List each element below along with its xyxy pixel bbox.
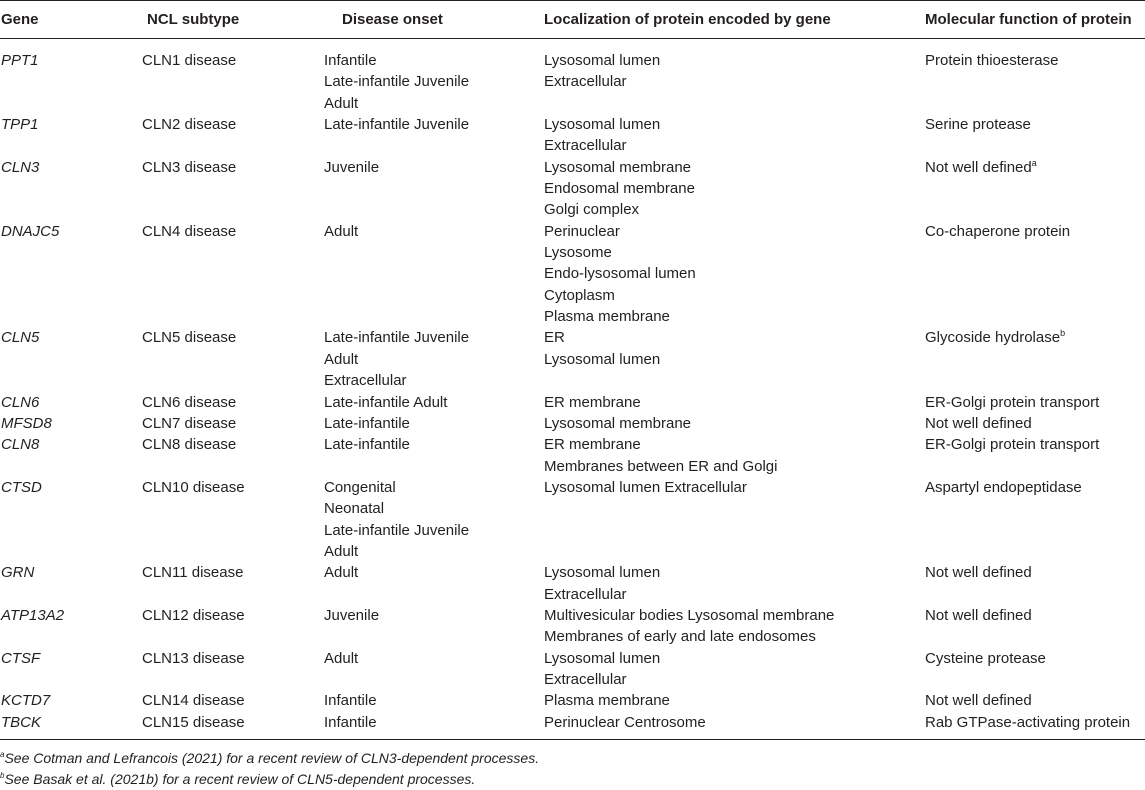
cell-localization [544,648,925,691]
onset-line: Adult [324,542,359,560]
function-text: Serine protease [925,116,1031,134]
cell-subtype: CLN4 disease [142,222,237,240]
cell-subtype: CLN8 disease [142,436,237,454]
cell-localization [544,562,925,605]
function-text: Aspartyl endopeptidase [925,478,1082,496]
localization-line: Membranes between ER and Golgi [544,457,778,475]
onset-line: Late-infantile [324,436,410,454]
cell-subtype: CLN3 disease [142,158,237,176]
onset-line: Adult [324,222,359,240]
localization-line: Perinuclear [544,222,620,240]
table-row [0,327,1145,391]
cell-onset [324,690,544,711]
cell-gene: ATP13A2 [1,606,65,624]
footnote-text: See Basak et al. (2021b) for a recent review of CLN5-dependent processes. [4,771,476,787]
cell-onset [324,648,544,669]
localization-line: Cytoplasm [544,286,615,304]
localization-line: Membranes of early and late endosomes [544,628,816,646]
localization-line: Endo-lysosomal lumen [544,265,696,283]
onset-line: Juvenile [324,606,380,624]
cell-gene: DNAJC5 [1,222,60,240]
cell-localization [544,712,925,733]
localization-line: Lysosomal lumen [544,350,661,368]
cell-onset [324,221,544,242]
cell-gene: CTSF [1,649,41,667]
cell-function [925,648,1145,669]
cell-function [925,50,1145,71]
localization-line: Lysosomal lumen Extracellular [544,478,747,496]
onset-line: Juvenile [324,158,380,176]
cell-subtype: CLN15 disease [142,713,245,731]
table-body [0,39,1145,733]
table-row [0,50,1145,114]
table-row [0,690,1145,711]
cell-function [925,434,1145,455]
header-onset: Disease onset [342,11,443,28]
cell-function [925,327,1145,348]
header-localization: Localization of protein encoded by gene [544,11,831,28]
cell-onset [324,50,544,114]
cell-subtype: CLN5 disease [142,329,237,347]
cell-function [925,157,1145,178]
cell-subtype: CLN6 disease [142,393,237,411]
onset-line: Late-infantile Adult [324,393,448,411]
onset-line: Late-infantile Juvenile [324,73,470,91]
cell-function [925,605,1145,626]
function-text: Not well defined [925,564,1032,582]
cell-subtype: CLN14 disease [142,692,245,710]
localization-line: Plasma membrane [544,308,670,326]
table-row [0,477,1145,562]
cell-gene: GRN [1,564,35,582]
localization-line: Multivesicular bodies Lysosomal membrane [544,606,835,624]
cell-function [925,690,1145,711]
onset-line: Late-infantile [324,414,410,432]
localization-line: Perinuclear Centrosome [544,713,706,731]
cell-subtype: CLN11 disease [142,564,244,582]
cell-onset [324,477,544,562]
cell-onset [324,392,544,413]
cell-localization [544,50,925,93]
footnote-marker: a [1031,157,1037,168]
cell-subtype: CLN10 disease [142,478,245,496]
cell-function [925,114,1145,135]
cell-localization [544,327,925,370]
cell-onset [324,413,544,434]
onset-line: Congenital [324,478,396,496]
footnote-marker: b [1060,328,1066,339]
cell-localization [544,157,925,221]
cell-gene: CLN6 [1,393,40,411]
cell-function [925,221,1145,242]
table-row [0,562,1145,605]
cell-onset [324,157,544,178]
cell-onset [324,434,544,455]
cell-function [925,477,1145,498]
table-row [0,221,1145,328]
function-text: Not well defined [925,414,1032,432]
onset-line: Neonatal [324,500,385,518]
localization-line: ER membrane [544,393,641,411]
cell-subtype: CLN12 disease [142,606,245,624]
localization-line: Lysosomal lumen [544,116,661,134]
cell-localization [544,605,925,648]
cell-gene: KCTD7 [1,692,51,710]
cell-gene: CLN3 [1,158,40,176]
table-row [0,712,1145,733]
cell-gene: TPP1 [1,116,39,134]
onset-line: Adult [324,350,359,368]
cell-gene: CLN5 [1,329,40,347]
footnote-mark: b [0,771,5,780]
footnote-text: See Cotman and Lefrancois (2021) for a recent review of CLN3-dependent processes. [4,750,540,766]
header-gene: Gene [1,11,39,28]
localization-line: Lysosomal membrane [544,158,692,176]
cell-onset [324,327,544,391]
function-text: Not well defined [925,158,1032,176]
localization-line: Golgi complex [544,201,640,219]
onset-line: Late-infantile Juvenile [324,521,470,539]
cell-onset [324,114,544,135]
cell-function [925,712,1145,733]
onset-line: Late-infantile Juvenile [324,329,470,347]
localization-line: Extracellular [544,585,627,603]
function-text: Not well defined [925,692,1032,710]
onset-line: Adult [324,564,359,582]
localization-line: Lysosomal lumen [544,52,661,69]
onset-line: Adult [324,649,359,667]
cell-localization [544,392,925,413]
cell-subtype: CLN7 disease [142,414,237,432]
cell-function [925,392,1145,413]
table-row [0,413,1145,434]
footnote [0,748,1145,769]
cell-gene: MFSD8 [1,414,52,432]
cell-subtype: CLN1 disease [142,52,237,69]
table-footnotes [0,740,1145,790]
function-text: Not well defined [925,606,1032,624]
table-row [0,605,1145,648]
cell-gene: CTSD [1,478,42,496]
localization-line: Endosomal membrane [544,180,695,198]
cell-gene: PPT1 [1,52,39,69]
function-text: Co-chaperone protein [925,222,1071,240]
table-row [0,648,1145,691]
localization-line: Lysosomal lumen [544,564,661,582]
footnote [0,769,1145,790]
cell-subtype: CLN13 disease [142,649,245,667]
function-text: Cysteine protease [925,649,1046,667]
cell-onset [324,712,544,733]
cell-localization [544,413,925,434]
cell-gene: TBCK [1,713,42,731]
localization-line: Lysosome [544,244,612,262]
cell-localization [544,434,925,477]
table-row [0,392,1145,413]
cell-function [925,562,1145,583]
onset-line: Infantile [324,692,377,710]
onset-line: Infantile [324,713,377,731]
table-header [0,0,1145,39]
localization-line: ER membrane [544,436,641,454]
function-text: Rab GTPase-activating protein [925,713,1131,731]
table-row [0,114,1145,157]
function-text: Glycoside hydrolase [925,329,1061,347]
table-row [0,157,1145,221]
table-row [0,434,1145,477]
function-text: Protein thioesterase [925,52,1059,69]
header-subtype: NCL subtype [147,11,240,28]
onset-line: Adult [324,94,359,112]
localization-line: ER [544,329,565,347]
cell-onset [324,605,544,626]
cell-localization [544,477,925,498]
cell-function [925,413,1145,434]
cell-localization [544,114,925,157]
cell-onset [324,562,544,583]
localization-line: Extracellular [544,73,627,91]
localization-line: Extracellular [544,137,627,155]
onset-line: Extracellular [324,372,407,390]
footnote-mark: a [0,750,5,759]
function-text: ER-Golgi protein transport [925,436,1100,454]
onset-line: Infantile [324,52,377,69]
onset-line: Late-infantile Juvenile [324,116,470,134]
cell-localization [544,221,925,328]
header-function: Molecular function of protein [925,11,1132,28]
localization-line: Lysosomal lumen [544,649,661,667]
cell-localization [544,690,925,711]
localization-line: Plasma membrane [544,692,670,710]
localization-line: Lysosomal membrane [544,414,692,432]
cell-subtype: CLN2 disease [142,116,237,134]
localization-line: Extracellular [544,670,627,688]
cell-gene: CLN8 [1,436,40,454]
function-text: ER-Golgi protein transport [925,393,1100,411]
